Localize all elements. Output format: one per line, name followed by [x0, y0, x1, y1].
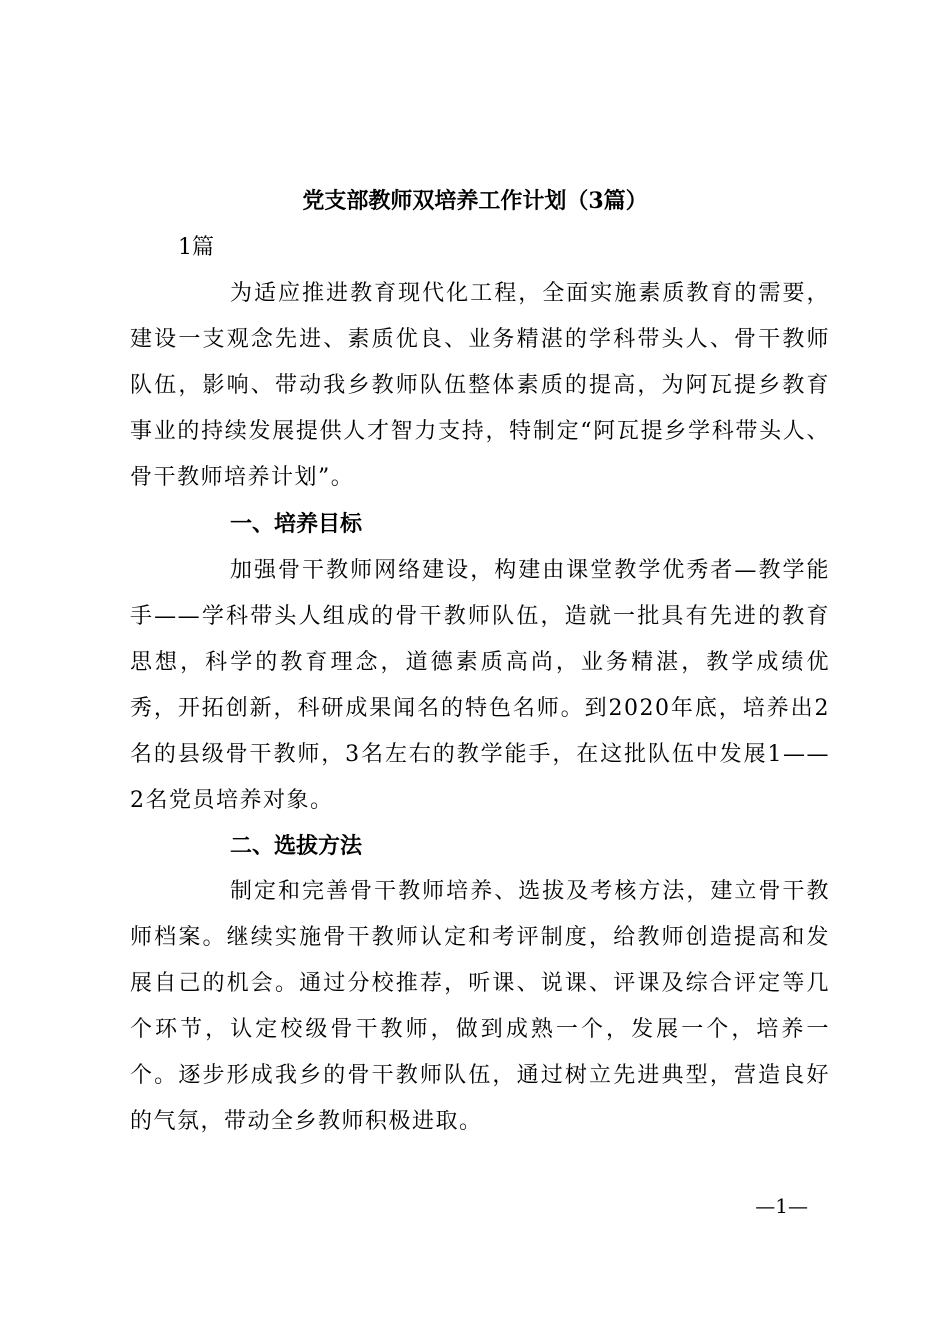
section1-paragraph: 加强骨干教师网络建设，构建由课堂教学优秀者—教学能手——学科带头人组成的骨干教师队伍，造就一批具有先进的教育思想，科学的教育理念，道德素质高尚，业务精湛，教学成绩优秀，开拓创新，科研成果闻名的特色名师。到2020年底，培养出2名的县级骨干教师，3名左右的教学能手，在这批队伍中发展1——2名党员培养对象。: [130, 558, 830, 813]
intro-paragraph: 为适应推进教育现代化工程，全面实施素质教育的需要，建设一支观念先进、素质优良、业务精湛的学科带头人、骨干教师队伍，影响、带动我乡教师队伍整体素质的提高，为阿瓦提乡教育事业的持续发展提供人才智力支持，特制定“阿瓦提乡学科带头人、骨干教师培养计划”。: [130, 281, 830, 490]
document-title: 党支部教师双培养工作计划（3篇）: [302, 188, 648, 214]
section2-heading: 二、选拔方法: [230, 834, 363, 859]
page-number: —1—: [755, 1194, 808, 1218]
section1-heading: 一、培养目标: [230, 512, 363, 537]
sub-label: 1篇: [178, 235, 214, 260]
section2-paragraph: 制定和完善骨干教师培养、选拔及考核方法，建立骨干教师档案。继续实施骨干教师认定和考评制度，给教师创造提高和发展自己的机会。通过分校推荐，听课、说课、评课及综合评定等几个环节，认定校级骨干教师，做到成熟一个，发展一个，培养一个。逐步形成我乡的骨干教师队伍，通过树立先进典型，营造良好的气氛，带动全乡教师积极进取。: [130, 879, 830, 1134]
